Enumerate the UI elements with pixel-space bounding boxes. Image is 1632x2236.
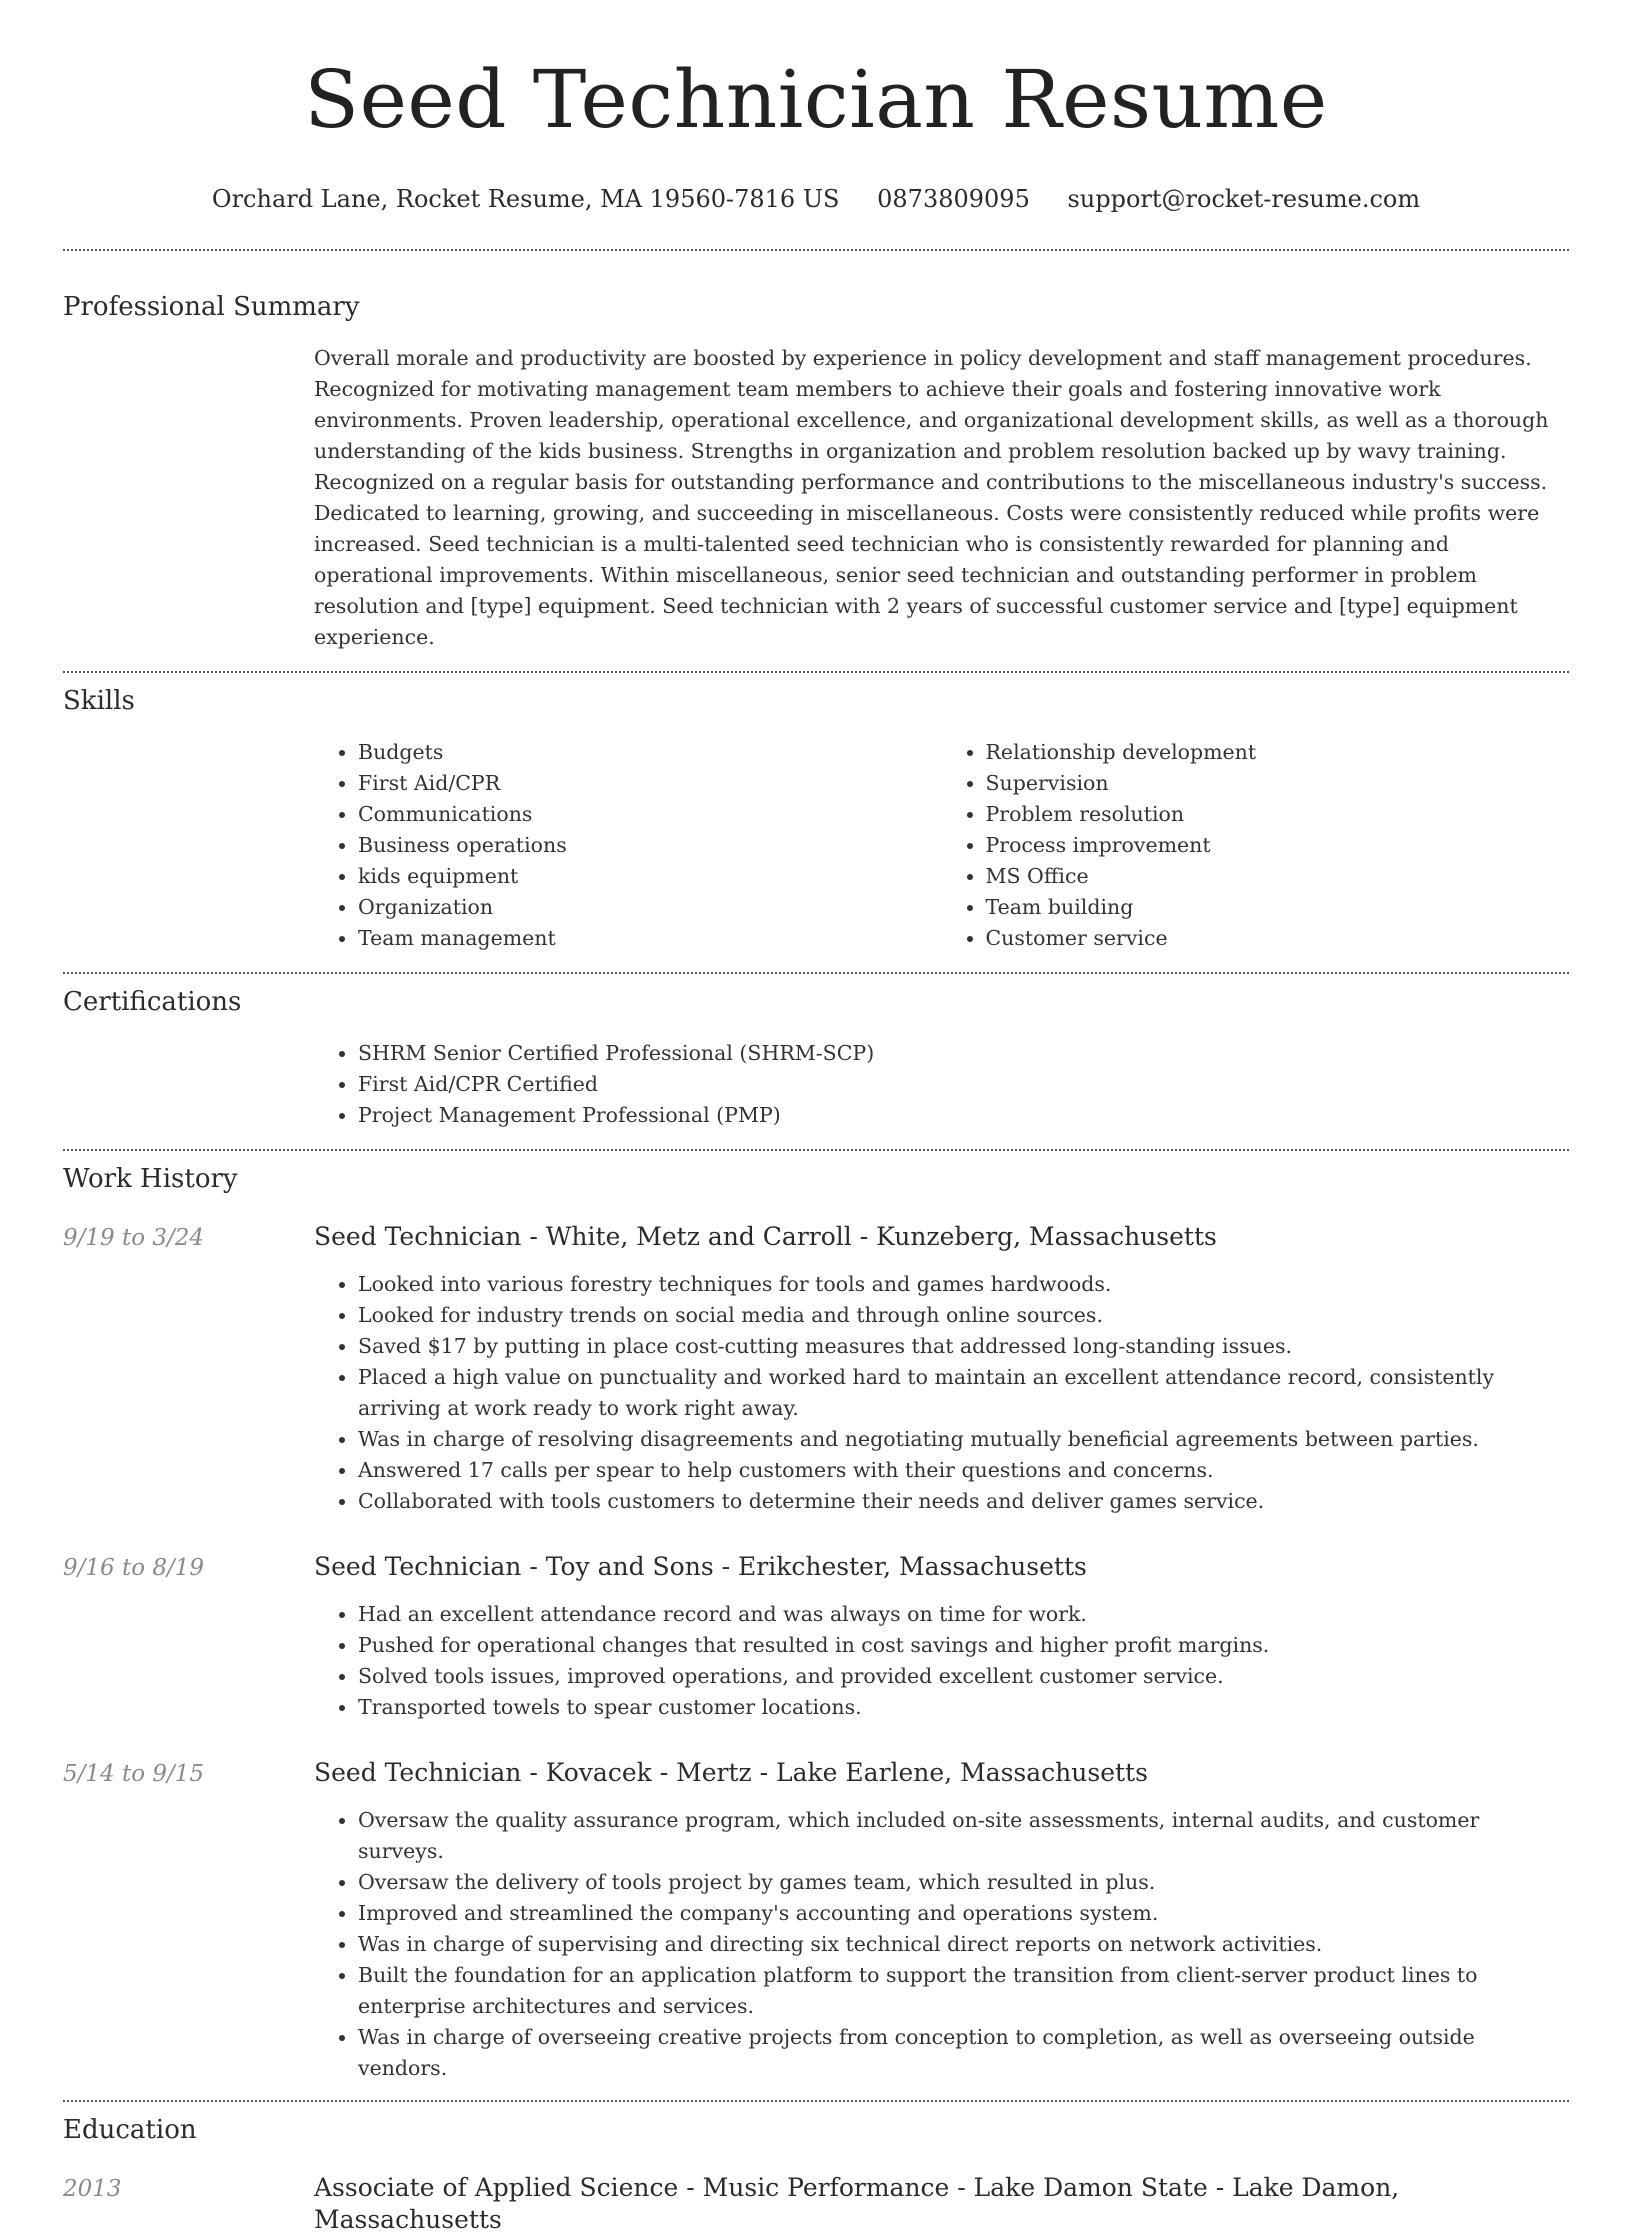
- contact-phone: 0873809095: [877, 185, 1030, 213]
- job-bullet: • Saved $17 by putting in place cost-cutting measures that addressed long-standing issues.: [358, 1331, 1569, 1362]
- summary-section: [63, 291, 1569, 653]
- job-bullets: [314, 1805, 1569, 2084]
- job-bullets: [314, 1269, 1569, 1517]
- certifications-heading: Certifications: [63, 987, 242, 1017]
- job-bullet: • Was in charge of supervising and directing six technical direct reports on network activities.: [358, 1929, 1569, 1960]
- skill-item: • Budgets: [358, 737, 942, 768]
- skill-item: • Team building: [986, 892, 1570, 923]
- job-header: [63, 1221, 1569, 1253]
- education-title: Associate of Applied Science - Music Performance - Lake Damon State - Lake Damon, Massachusetts: [314, 2173, 1400, 2234]
- skill-item: • Relationship development: [986, 737, 1570, 768]
- divider: [63, 1149, 1569, 1151]
- summary-text: Overall morale and productivity are boosted by experience in policy development and staff management procedures. Recognized for motivating management team members to achieve their goals and fostering innovative work environments. Proven leadership, operational excellence, and organizational development skills, as well as a thorough understanding of the kids business. Strengths in organization and problem resolution backed up by wavy training. Recognized on a regular basis for outstanding performance and contributions to the miscellaneous industry's success. Dedicated to learning, growing, and succeeding in miscellaneous. Costs were consistently reduced while profits were increased. Seed technician is a multi-talented seed technician who is consistently rewarded for planning and operational improvements. Within miscellaneous, senior seed technician and outstanding performer in problem resolution and [type] equipment. Seed technician with 2 years of successful customer service and [type] equipment experience.: [314, 346, 1549, 649]
- contact-email: support@rocket-resume.com: [1067, 185, 1421, 213]
- skill-item: • MS Office: [986, 861, 1570, 892]
- job-bullets: [314, 1599, 1569, 1723]
- job-title: Seed Technician - White, Metz and Carroll - Kunzeberg, Massachusetts: [314, 1222, 1217, 1251]
- contact-line: [63, 184, 1569, 214]
- job-date: 9/16 to 8/19: [63, 1555, 205, 1581]
- education-heading: Education: [63, 2115, 197, 2145]
- job-entry: [63, 1551, 1569, 1723]
- divider: [63, 249, 1569, 251]
- divider: [63, 972, 1569, 974]
- skills-list-left: [314, 737, 942, 954]
- job-bullet: • Placed a high value on punctuality and worked hard to maintain an excellent attendance record, consistently arriving at work ready to work right away.: [358, 1362, 1569, 1424]
- skill-item: • kids equipment: [358, 861, 942, 892]
- job-bullet: • Was in charge of resolving disagreements and negotiating mutually beneficial agreements between parties.: [358, 1424, 1569, 1455]
- summary-block: [314, 343, 1569, 653]
- job-bullet: • Improved and streamlined the company's accounting and operations system.: [358, 1898, 1569, 1929]
- job-title: Seed Technician - Kovacek - Mertz - Lake Earlene, Massachusetts: [314, 1758, 1148, 1787]
- skills-heading: Skills: [63, 686, 135, 716]
- divider: [63, 2100, 1569, 2102]
- skill-item: • Team management: [358, 923, 942, 954]
- summary-heading: Professional Summary: [63, 292, 360, 322]
- certification-item: • SHRM Senior Certified Professional (SHRM-SCP): [358, 1038, 1569, 1069]
- education-section: [63, 2114, 1569, 2236]
- certifications-list: [314, 1038, 1569, 1131]
- job-bullet: • Built the foundation for an application platform to support the transition from client-server product lines to enterprise architectures and services.: [358, 1960, 1569, 2022]
- job-bullet: • Transported towels to spear customer locations.: [358, 1692, 1569, 1723]
- skill-item: • Business operations: [358, 830, 942, 861]
- job-bullet: • Collaborated with tools customers to determine their needs and deliver games service.: [358, 1486, 1569, 1517]
- skill-item: • Customer service: [986, 923, 1570, 954]
- contact-address: Orchard Lane, Rocket Resume, MA 19560-7816 US: [211, 185, 840, 213]
- work-history-heading: Work History: [63, 1164, 238, 1194]
- certifications-section: [63, 986, 1569, 1131]
- job-bullet: • Answered 17 calls per spear to help customers with their questions and concerns.: [358, 1455, 1569, 1486]
- job-bullet: • Looked for industry trends on social media and through online sources.: [358, 1300, 1569, 1331]
- job-bullet: • Oversaw the quality assurance program, which included on-site assessments, internal audits, and customer surveys.: [358, 1805, 1569, 1867]
- job-bullet: • Oversaw the delivery of tools project by games team, which resulted in plus.: [358, 1867, 1569, 1898]
- skills-section: [63, 685, 1569, 954]
- skill-item: • Process improvement: [986, 830, 1570, 861]
- job-bullet: • Looked into various forestry techniques for tools and games hardwoods.: [358, 1269, 1569, 1300]
- skill-item: • First Aid/CPR: [358, 768, 942, 799]
- job-entry: [63, 1757, 1569, 2084]
- job-date: 9/19 to 3/24: [63, 1225, 205, 1251]
- education-entry: [63, 2172, 1569, 2236]
- work-history-section: [63, 1163, 1569, 2084]
- job-title: Seed Technician - Toy and Sons - Erikchester, Massachusetts: [314, 1552, 1087, 1581]
- certification-item: • Project Management Professional (PMP): [358, 1100, 1569, 1131]
- skill-item: • Supervision: [986, 768, 1570, 799]
- job-date: 5/14 to 9/15: [63, 1761, 205, 1787]
- skill-item: • Problem resolution: [986, 799, 1570, 830]
- job-header: [63, 1551, 1569, 1583]
- skill-item: • Communications: [358, 799, 942, 830]
- divider: [63, 671, 1569, 673]
- skills-columns: [314, 737, 1569, 954]
- job-bullet: • Had an excellent attendance record and was always on time for work.: [358, 1599, 1569, 1630]
- education-date: 2013: [63, 2176, 122, 2202]
- resume-title: Seed Technician Resume: [304, 53, 1328, 146]
- skills-list-right: [942, 737, 1570, 954]
- job-bullet: • Solved tools issues, improved operations, and provided excellent customer service.: [358, 1661, 1569, 1692]
- job-header: [63, 1757, 1569, 1789]
- job-bullet: • Was in charge of overseeing creative projects from conception to completion, as well as overseeing outside vendors.: [358, 2022, 1569, 2084]
- job-entry: [63, 1221, 1569, 1517]
- job-bullet: • Pushed for operational changes that resulted in cost savings and higher profit margins.: [358, 1630, 1569, 1661]
- skill-item: • Organization: [358, 892, 942, 923]
- certification-item: • First Aid/CPR Certified: [358, 1069, 1569, 1100]
